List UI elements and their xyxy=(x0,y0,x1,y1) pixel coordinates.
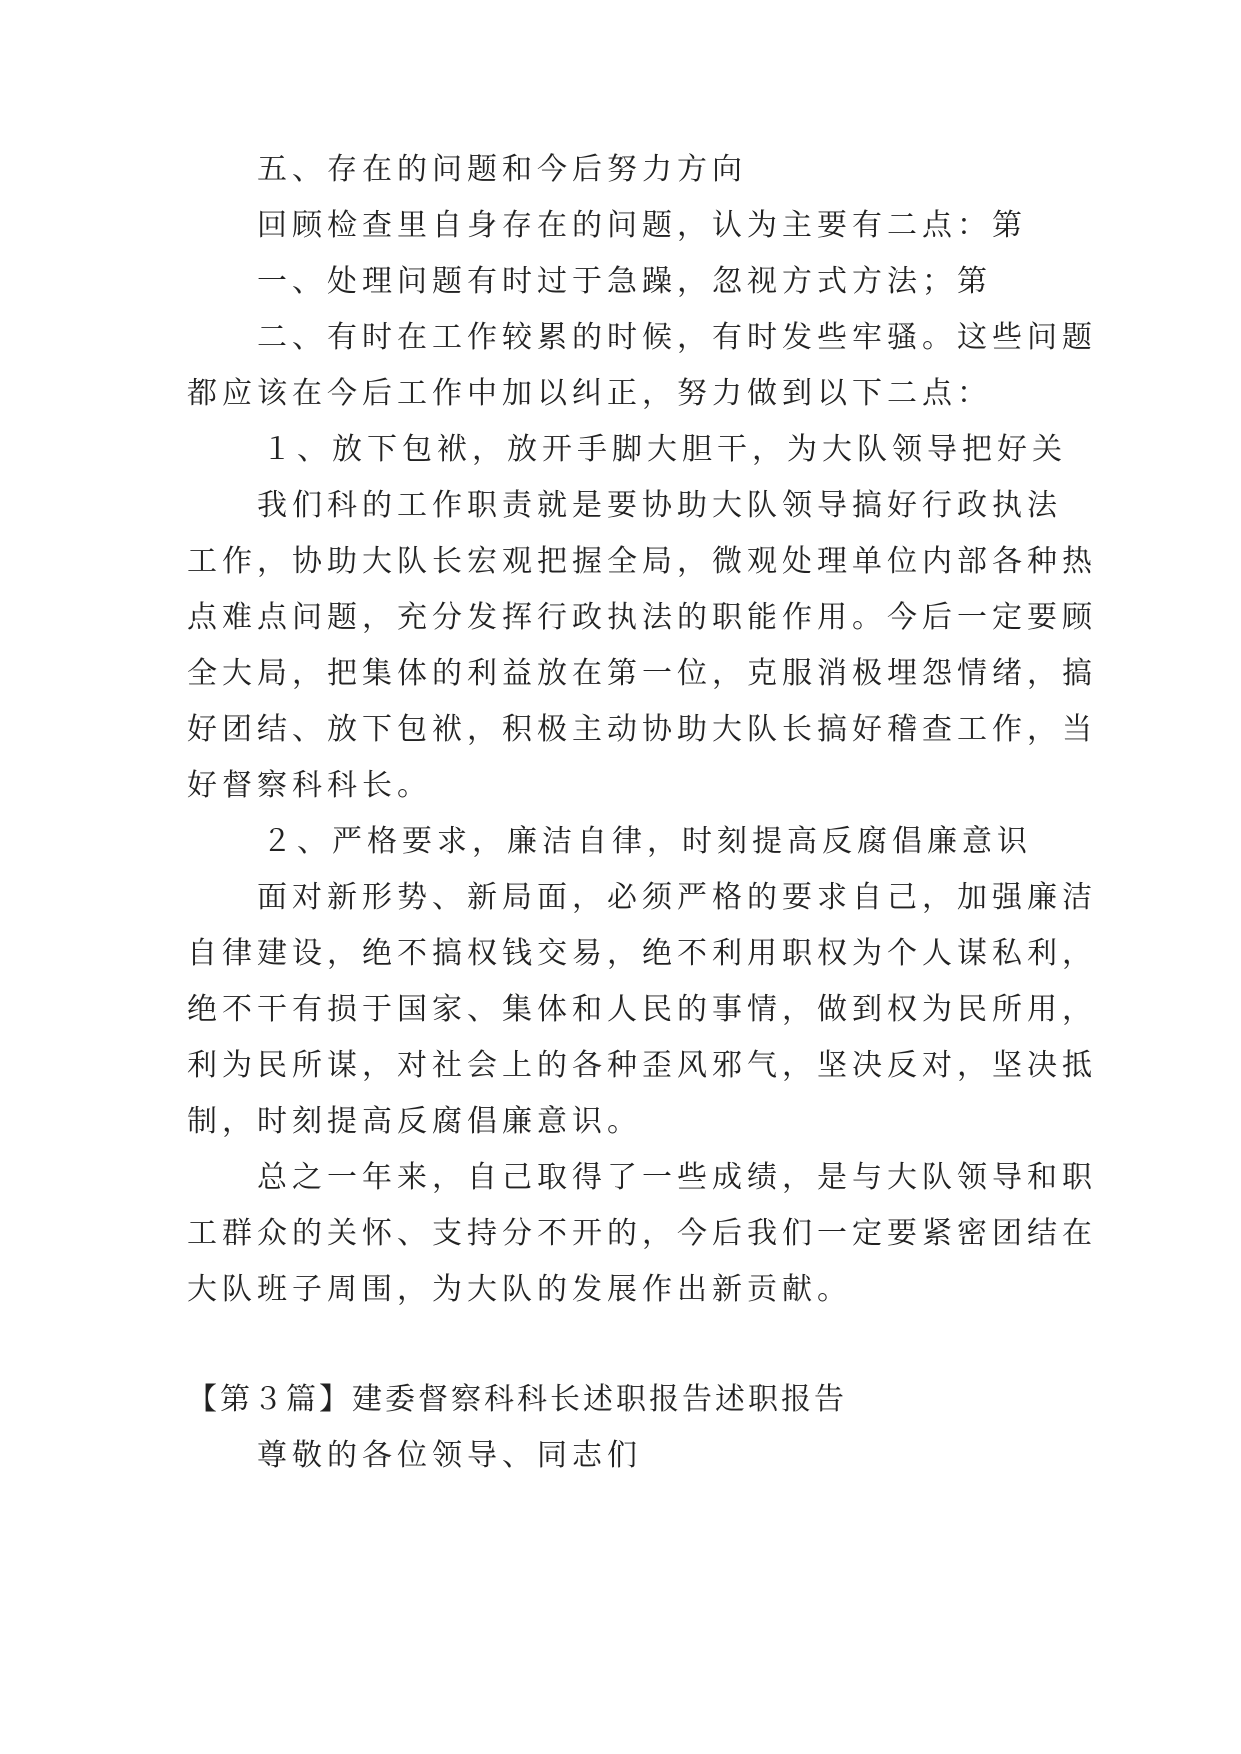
paragraph-line: 利为民所谋，对社会上的各种歪风邪气，坚决反对，坚决抵 xyxy=(187,1048,1097,1083)
paragraph-line: 好督察科科长。 xyxy=(187,768,432,803)
paragraph-line: 总之一年来，自己取得了一些成绩，是与大队领导和职 xyxy=(257,1160,1097,1195)
paragraph-line: 绝不干有损于国家、集体和人民的事情，做到权为民所用， xyxy=(187,992,1097,1027)
salutation: 尊敬的各位领导、同志们 xyxy=(257,1438,642,1473)
paragraph-line: 全大局，把集体的利益放在第一位，克服消极埋怨情绪，搞 xyxy=(187,656,1097,691)
paragraph-line: 制，时刻提高反腐倡廉意识。 xyxy=(187,1104,642,1139)
paragraph-line: 工作，协助大队长宏观把握全局，微观处理单位内部各种热 xyxy=(187,544,1097,579)
paragraph-line: 面对新形势、新局面，必须严格的要求自己，加强廉洁 xyxy=(257,880,1097,915)
section-five-heading: 五、存在的问题和今后努力方向 xyxy=(257,152,747,187)
paragraph-line: 我们科的工作职责就是要协助大队领导搞好行政执法 xyxy=(257,488,1062,523)
point-two-heading: ２、严格要求，廉洁自律，时刻提高反腐倡廉意识 xyxy=(262,824,1032,859)
paragraph-line: 回顾检查里自身存在的问题，认为主要有二点：第 xyxy=(257,208,1027,243)
paragraph-line: 好团结、放下包袱，积极主动协助大队长搞好稽查工作，当 xyxy=(187,712,1097,747)
paragraph-line: 工群众的关怀、支持分不开的，今后我们一定要紧密团结在 xyxy=(187,1216,1097,1251)
section-heading: 【第３篇】建委督察科科长述职报告述职报告 xyxy=(187,1382,847,1417)
paragraph-line: 点难点问题，充分发挥行政执法的职能作用。今后一定要顾 xyxy=(187,600,1097,635)
paragraph-line: 自律建设，绝不搞权钱交易，绝不利用职权为个人谋私利， xyxy=(187,936,1097,971)
point-one-heading: １、放下包袱，放开手脚大胆干，为大队领导把好关 xyxy=(262,432,1067,467)
paragraph-line: 二、有时在工作较累的时候，有时发些牢骚。这些问题 xyxy=(257,320,1097,355)
paragraph-line: 大队班子周围，为大队的发展作出新贡献。 xyxy=(187,1272,852,1307)
paragraph-line: 一、处理问题有时过于急躁，忽视方式方法；第 xyxy=(257,264,992,299)
paragraph-line: 都应该在今后工作中加以纠正，努力做到以下二点： xyxy=(187,376,992,411)
